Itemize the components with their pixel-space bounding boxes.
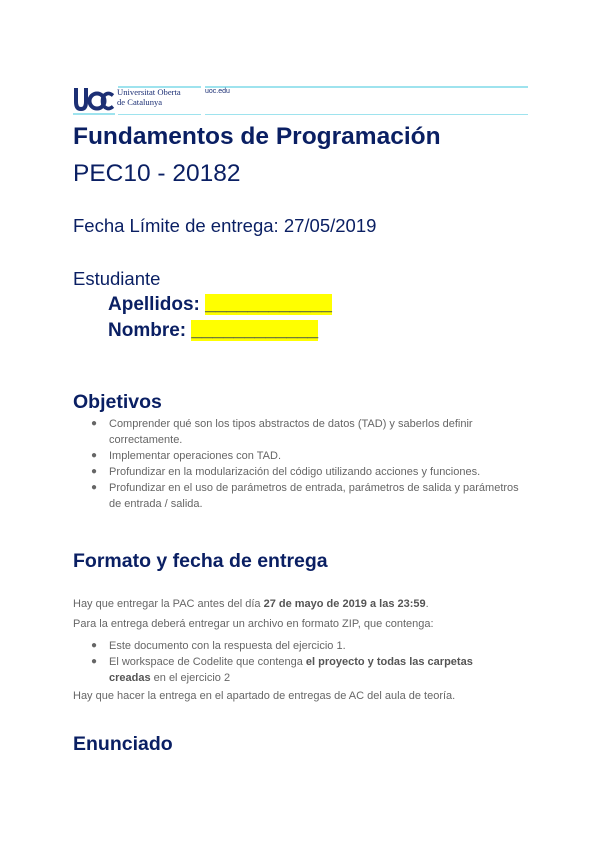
list-item bbox=[73, 480, 533, 512]
enunciado-heading: Enunciado bbox=[73, 733, 173, 755]
deadline-heading: Fecha Límite de entrega: 27/05/2019 bbox=[73, 215, 377, 236]
objetivo-text: Profundizar en la modularización del código utilizando acciones y funciones. bbox=[109, 466, 481, 478]
list-item bbox=[73, 654, 533, 686]
p1-after: . bbox=[425, 598, 429, 610]
apellidos-field bbox=[108, 294, 332, 316]
nombre-label: Nombre: bbox=[108, 320, 192, 341]
header-rule-bottom-right bbox=[205, 114, 528, 115]
formato-paragraph-2: Para la entrega deberá entregar un archivo en formato ZIP, que contenga: bbox=[73, 618, 434, 630]
bullet-icon: ● bbox=[91, 450, 98, 461]
formato-item-2-bold: el proyecto y todas las carpetas bbox=[305, 656, 473, 668]
document-title: Fundamentos de Programación bbox=[73, 123, 441, 150]
nombre-value[interactable]: ____________ bbox=[191, 320, 319, 341]
list-item bbox=[73, 638, 533, 654]
bullet-icon: ● bbox=[91, 640, 98, 651]
objetivo-text: Implementar operaciones con TAD. bbox=[109, 450, 282, 462]
bullet-icon: ● bbox=[91, 466, 98, 477]
list-item bbox=[73, 416, 533, 448]
p1-text: Hay que entregar la PAC antes del día bbox=[73, 598, 264, 610]
university-name-line1: Universitat Oberta bbox=[117, 87, 181, 97]
bullet-icon: ● bbox=[91, 656, 98, 667]
objetivo-text: Comprender qué son los tipos abstractos de datos (TAD) y saberlos definir correctamente. bbox=[109, 418, 473, 446]
uoc-logo bbox=[73, 84, 115, 116]
formato-item-2-text: El workspace de Codelite que contenga bbox=[109, 656, 306, 668]
header-rule-bottom bbox=[118, 114, 201, 115]
p1-bold: 27 de mayo de 2019 a las 23:59 bbox=[263, 598, 426, 610]
objetivos-list bbox=[73, 416, 533, 512]
list-item bbox=[73, 448, 533, 464]
objetivo-text: Profundizar en el uso de parámetros de entrada, parámetros de salida y parámetros de entrada / salida. bbox=[109, 482, 519, 510]
formato-paragraph-1 bbox=[73, 598, 429, 610]
apellidos-label: Apellidos: bbox=[108, 294, 206, 315]
formato-item-2-after: en el ejercicio 2 bbox=[150, 672, 231, 684]
formato-heading: Formato y fecha de entrega bbox=[73, 550, 328, 572]
formato-paragraph-3: Hay que hacer la entrega en el apartado de entregas de AC del aula de teoría. bbox=[73, 690, 456, 702]
university-name-line2: de Catalunya bbox=[117, 96, 163, 107]
document-subtitle: PEC10 - 20182 bbox=[73, 160, 241, 187]
nombre-field bbox=[108, 320, 318, 342]
objetivos-heading: Objetivos bbox=[73, 391, 162, 413]
header-rule-top-right bbox=[205, 86, 528, 88]
list-item bbox=[73, 464, 533, 480]
bullet-icon: ● bbox=[91, 418, 98, 429]
formato-item-2-bold-2: creadas bbox=[109, 672, 151, 684]
apellidos-value[interactable]: ____________ bbox=[205, 294, 332, 315]
university-name bbox=[117, 88, 181, 107]
formato-list bbox=[73, 638, 533, 686]
formato-item-1: Este documento con la respuesta del ejercicio 1. bbox=[109, 640, 346, 652]
site-link[interactable]: uoc.edu bbox=[205, 88, 230, 95]
bullet-icon: ● bbox=[91, 482, 98, 493]
student-heading: Estudiante bbox=[73, 268, 161, 289]
